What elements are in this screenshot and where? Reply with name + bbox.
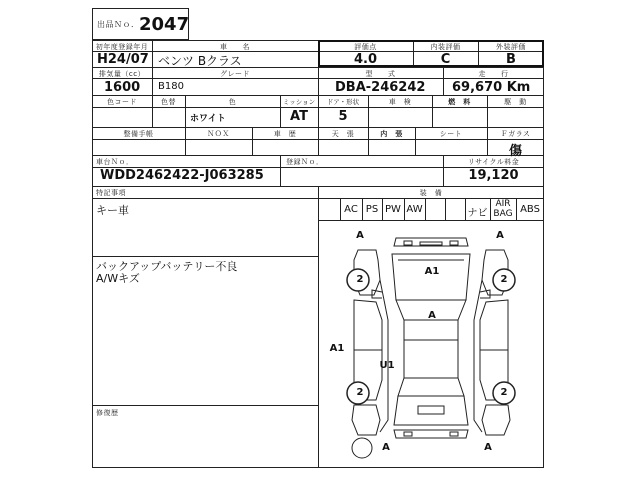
interior-header: 内装評価 — [430, 43, 461, 51]
score-value: 4.0 — [353, 52, 378, 67]
maintenance-header: 整備手帳 — [123, 130, 154, 138]
drive-header: 駆 動 — [504, 98, 527, 106]
damage-front-right: A — [496, 230, 504, 241]
note-line-2: バックアップバッテリー不良 — [96, 260, 238, 273]
recycle-value: 19,120 — [468, 168, 519, 183]
mileage-header: 走 行 — [478, 70, 509, 78]
repair-header: 修復歴 — [96, 409, 119, 417]
damage-hood: A1 — [424, 266, 440, 277]
car-damage-diagram — [318, 220, 544, 468]
equipment-navi: ナビ — [467, 208, 488, 219]
damage-front-right-fender: 2 — [500, 274, 508, 285]
recycle-header: リサイクル料金 — [467, 158, 520, 166]
damage-rear-right-fender: 2 — [500, 387, 508, 398]
damage-rear-left: A — [382, 442, 390, 453]
doors-value: 5 — [338, 109, 348, 124]
fglass-value: 傷 — [508, 144, 522, 159]
equipment-abs: ABS — [520, 204, 540, 215]
damage-left-side: A1 — [329, 343, 345, 354]
exterior-value: B — [506, 52, 516, 67]
car-name-header: 車 名 — [220, 43, 250, 51]
damage-left-rear-door: U1 — [379, 360, 395, 371]
reg-no-header: 登録Ｎｏ． — [286, 158, 324, 166]
transmission-value: AT — [290, 109, 308, 124]
notes-header: 特記事項 — [96, 189, 126, 197]
fuel-header: 燃 料 — [448, 98, 471, 106]
lot-number-box — [92, 8, 189, 40]
equipment-pw: PW — [385, 204, 401, 215]
sunroof-header: 天 張 — [331, 130, 355, 138]
chassis-header: 車台Ｎｏ． — [96, 158, 134, 166]
lot-number-label: 出品Ｎｏ． — [97, 20, 140, 29]
color-header: 色 — [228, 98, 237, 106]
damage-roof: A — [428, 310, 436, 321]
model-value: DBA-246242 — [335, 80, 426, 95]
note-line-1: キー車 — [96, 204, 129, 217]
equipment-airbag: AIR BAG — [493, 199, 513, 219]
interior2-header: 内 張 — [380, 130, 403, 138]
equipment-header: 装 備 — [419, 189, 443, 197]
damage-rear-right: A — [484, 442, 492, 453]
damage-rear-left-fender: 2 — [356, 387, 364, 398]
damage-front-left: A — [356, 230, 364, 241]
nox-header: ＮＯＸ — [207, 130, 230, 138]
mileage-value: 69,670 Km — [452, 80, 531, 95]
grade-header: グレード — [220, 70, 250, 78]
transmission-header: ミッション — [282, 98, 316, 106]
damage-front-left-fender: 2 — [356, 274, 364, 285]
doors-header: ドア・形状 — [326, 98, 360, 106]
first-reg-value: H24/07 — [97, 52, 149, 67]
equipment-aw: AW — [406, 204, 423, 215]
lot-number: 2047 — [139, 14, 190, 35]
model-header: 型 式 — [365, 70, 396, 78]
seat-header: シート — [439, 130, 463, 138]
equipment-ac: AC — [344, 204, 358, 215]
note-line-3: A/Wキズ — [96, 272, 140, 285]
exterior-header: 外装評価 — [496, 43, 526, 51]
interior-value: C — [440, 52, 451, 67]
equipment-ps: PS — [365, 204, 379, 215]
displacement-header: 排気量（cc） — [98, 70, 146, 78]
color-value: ホワイト — [190, 114, 226, 124]
first-reg-header: 初年度登録年月 — [95, 43, 149, 51]
color-code-header: 色コード — [107, 98, 137, 106]
color-change-header: 色替 — [161, 98, 176, 106]
score-header: 評価点 — [354, 43, 377, 51]
inspection-header: 車 検 — [388, 98, 412, 106]
car-name-value: ベンツ Bクラス — [158, 54, 242, 68]
grade-value: B180 — [158, 81, 184, 92]
chassis-value: WDD2462422-J063285 — [100, 168, 264, 183]
history-header: 車 歴 — [273, 130, 297, 138]
displacement-value: 1600 — [104, 80, 141, 95]
fglass-header: Ｆガラス — [500, 130, 531, 138]
